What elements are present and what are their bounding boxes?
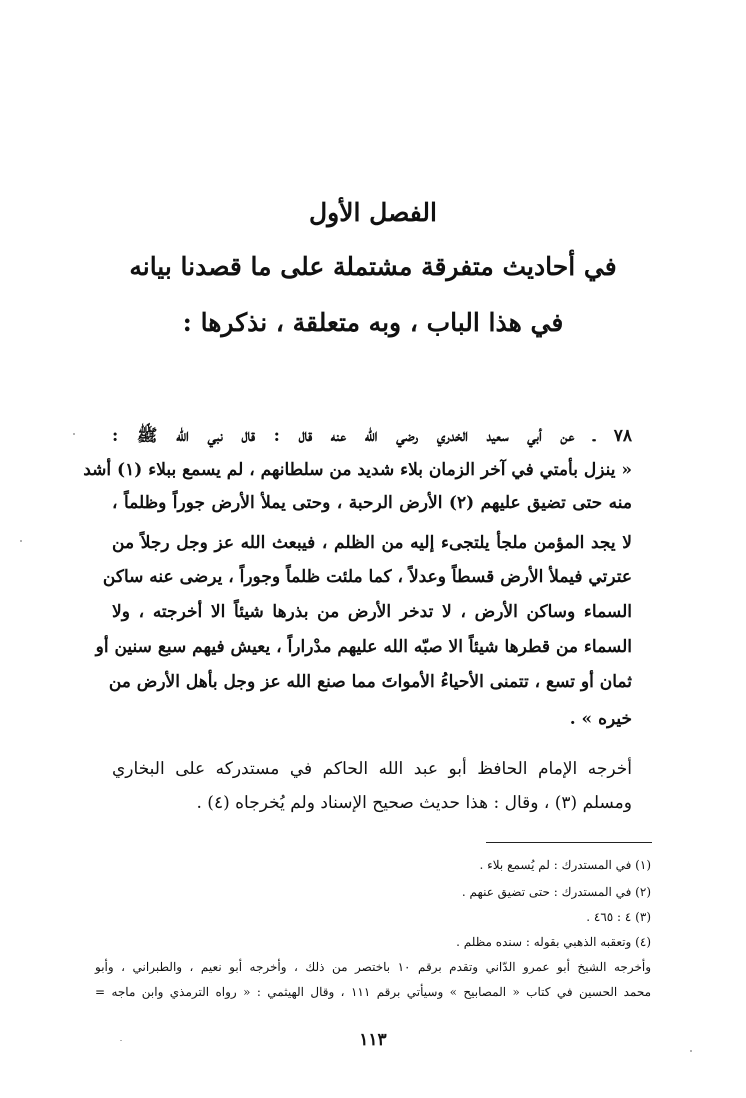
hadith-line: خيره » . <box>569 709 632 729</box>
footnote-4-continued: وأخرجه الشيخ أبو عمرو الدّاني وتقدم برقم ١٠ باختصر من ذلك ، وأخرجه أبو نعيم ، والطبراني ، وأبو <box>95 960 651 974</box>
hadith-line: ٧٨ ـ عن أبي سعيد الخدري رضي الله عنه قال : قال نبي الله ﷺ : <box>112 426 632 446</box>
page-number: ١١٣ <box>359 1030 387 1050</box>
hadith-line: السماء من قطرها شيئاً الا صبّه الله عليهم مدْراراً ، يعيش فيهم سبع سنين أو <box>95 637 632 657</box>
chapter-subtitle-line-2: في هذا الباب ، وبه متعلقة ، نذكرها : <box>182 308 564 337</box>
hadith-line: السماء وساكن الأرض ، لا تدخر الأرض من بذرها شيئاً الا أخرجته ، ولا <box>112 602 632 622</box>
footnote-3: (٣) ٤ : ٤٦٥ . <box>586 910 651 924</box>
hadith-line: ثمان أو تسع ، تتمنى الأحياءُ الأمواتَ مما صنع الله عز وجل بأهل الأرض من <box>108 672 632 692</box>
hadith-line: عترتي فيملأ الأرض قسطاً وعدلاً ، كما ملئت ظلماً وجوراً ، يرضى عنه ساكن <box>102 567 632 587</box>
takhrij-line: ومسلم (٣) ، وقال : هذا حديث صحيح الإسناد ولم يُخرجاه (٤) . <box>196 793 632 813</box>
chapter-subtitle-line-1: في أحاديث متفرقة مشتملة على ما قصدنا بيانه <box>129 252 617 281</box>
hadith-line: « ينزل بأمتي في آخر الزمان بلاء شديد من سلطانهم ، لم يسمع ببلاء (١) أشد <box>83 460 632 480</box>
scan-speck <box>120 1040 122 1041</box>
footnote-4: (٤) وتعقبه الذهبي بقوله : سنده مظلم . <box>456 935 651 949</box>
scan-speck <box>20 540 22 542</box>
scan-speck <box>73 433 75 435</box>
footnote-separator <box>486 842 652 843</box>
chapter-title: الفصل الأول <box>309 198 437 227</box>
scan-speck <box>690 1050 692 1052</box>
footnote-2: (٢) في المستدرك : حتى تضيق عنهم . <box>461 885 651 899</box>
footnote-4-continued: محمد الحسين في كتاب « المصابيح » وسيأتي برقم ١١١ ، وقال الهيثمي : « رواه الترمذي وابن ماجه = <box>95 985 651 999</box>
hadith-line: لا يجد المؤمن ملجأ يلتجىء إليه من الظلم ، فيبعث الله عز وجل رجلاً من <box>112 533 632 553</box>
hadith-line: منه حتى تضيق عليهم (٢) الأرض الرحبة ، وحتى يملأ الأرض جوراً وظلماً ، <box>112 493 632 513</box>
footnote-1: (١) في المستدرك : لم يُسمع بلاء . <box>479 858 651 872</box>
takhrij-line: أخرجه الإمام الحافظ أبو عبد الله الحاكم في مستدركه على البخاري <box>112 759 632 779</box>
